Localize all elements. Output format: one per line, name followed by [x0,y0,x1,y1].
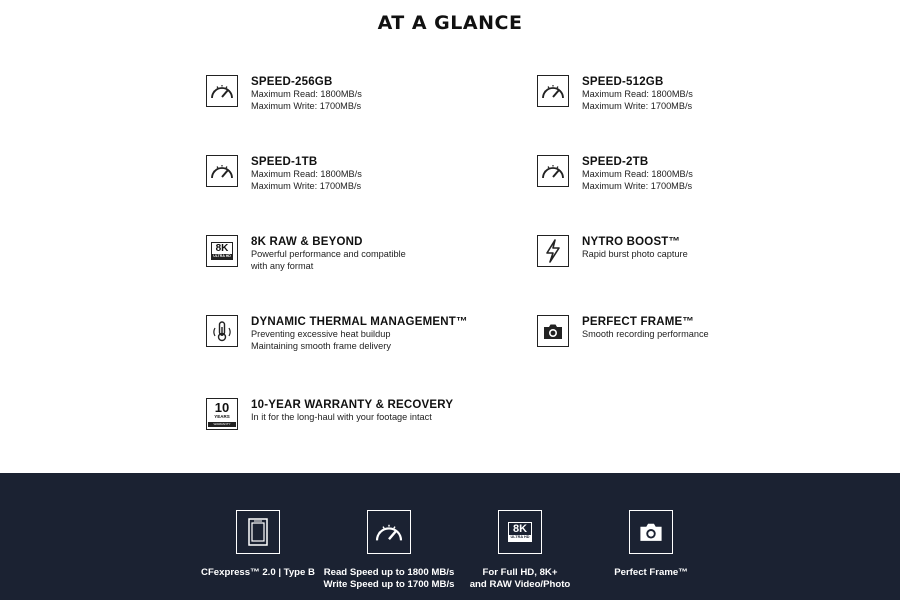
page-title: AT A GLANCE [377,12,523,34]
feature-heading: SPEED-512GB [582,76,664,88]
icon-text: WARRANTY [208,422,236,427]
speedometer-icon [206,155,238,187]
icon-text: ULTRA HD [510,535,530,540]
speedometer-icon [367,510,411,554]
feature-line: In it for the long-haul with your footage intact [251,412,432,422]
feature-line: Rapid burst photo capture [582,249,688,259]
feature-line: Maximum Write: 1700MB/s [582,100,693,111]
speedometer-icon [206,75,238,107]
feature-line: Maximum Write: 1700MB/s [251,180,362,191]
band-label: Perfect Frame™ [614,567,688,578]
band-label: For Full HD, 8K+ [482,567,558,578]
feature-line: Smooth recording performance [582,329,709,339]
lightning-bolt-icon [537,235,569,267]
icon-text: YEARS [214,414,230,419]
feature-heading: NYTRO BOOST™ [582,236,681,248]
speedometer-icon [537,155,569,187]
feature-heading: PERFECT FRAME™ [582,316,695,328]
summary-band [0,473,900,600]
feature-line: Maximum Write: 1700MB/s [582,180,693,191]
feature-line: with any format [251,260,314,271]
feature-line: Maximum Read: 1800MB/s [582,89,693,99]
feature-line: Maintaining smooth frame delivery [251,340,391,351]
band-item-perfect-frame [571,510,731,579]
feature-heading: SPEED-1TB [251,156,318,168]
10-year-warranty-icon [206,398,238,430]
feature-line: Maximum Read: 1800MB/s [251,169,362,179]
feature-line: Maximum Write: 1700MB/s [251,100,362,111]
feature-heading: DYNAMIC THERMAL MANAGEMENT™ [251,316,468,328]
feature-heading: 10-YEAR WARRANTY & RECOVERY [251,399,454,411]
feature-line: Maximum Read: 1800MB/s [582,169,693,179]
speedometer-icon [537,75,569,107]
8k-ultra-hd-icon [206,235,238,267]
band-label: Write Speed up to 1700 MB/s [323,578,455,590]
feature-line: Powerful performance and compatible [251,249,406,259]
thermometer-icon [206,315,238,347]
8k-ultra-hd-icon [498,510,542,554]
feature-line: Preventing excessive heat buildup [251,329,391,339]
band-label: Read Speed up to 1800 MB/s [323,567,455,578]
feature-heading: 8K RAW & BEYOND [251,236,363,248]
feature-line: Maximum Read: 1800MB/s [251,89,362,99]
icon-text: 10 [214,400,230,415]
camera-icon [537,315,569,347]
camera-icon [629,510,673,554]
feature-heading: SPEED-256GB [251,76,333,88]
icon-text: 8K [512,523,528,536]
icon-text: ULTRA HD [213,253,231,258]
icon-text: 8K [215,242,229,254]
feature-heading: SPEED-2TB [582,156,649,168]
band-label: and RAW Video/Photo [469,578,571,590]
band-label: CFexpress™ 2.0 | Type B [201,567,315,578]
memory-card-icon [236,510,280,554]
